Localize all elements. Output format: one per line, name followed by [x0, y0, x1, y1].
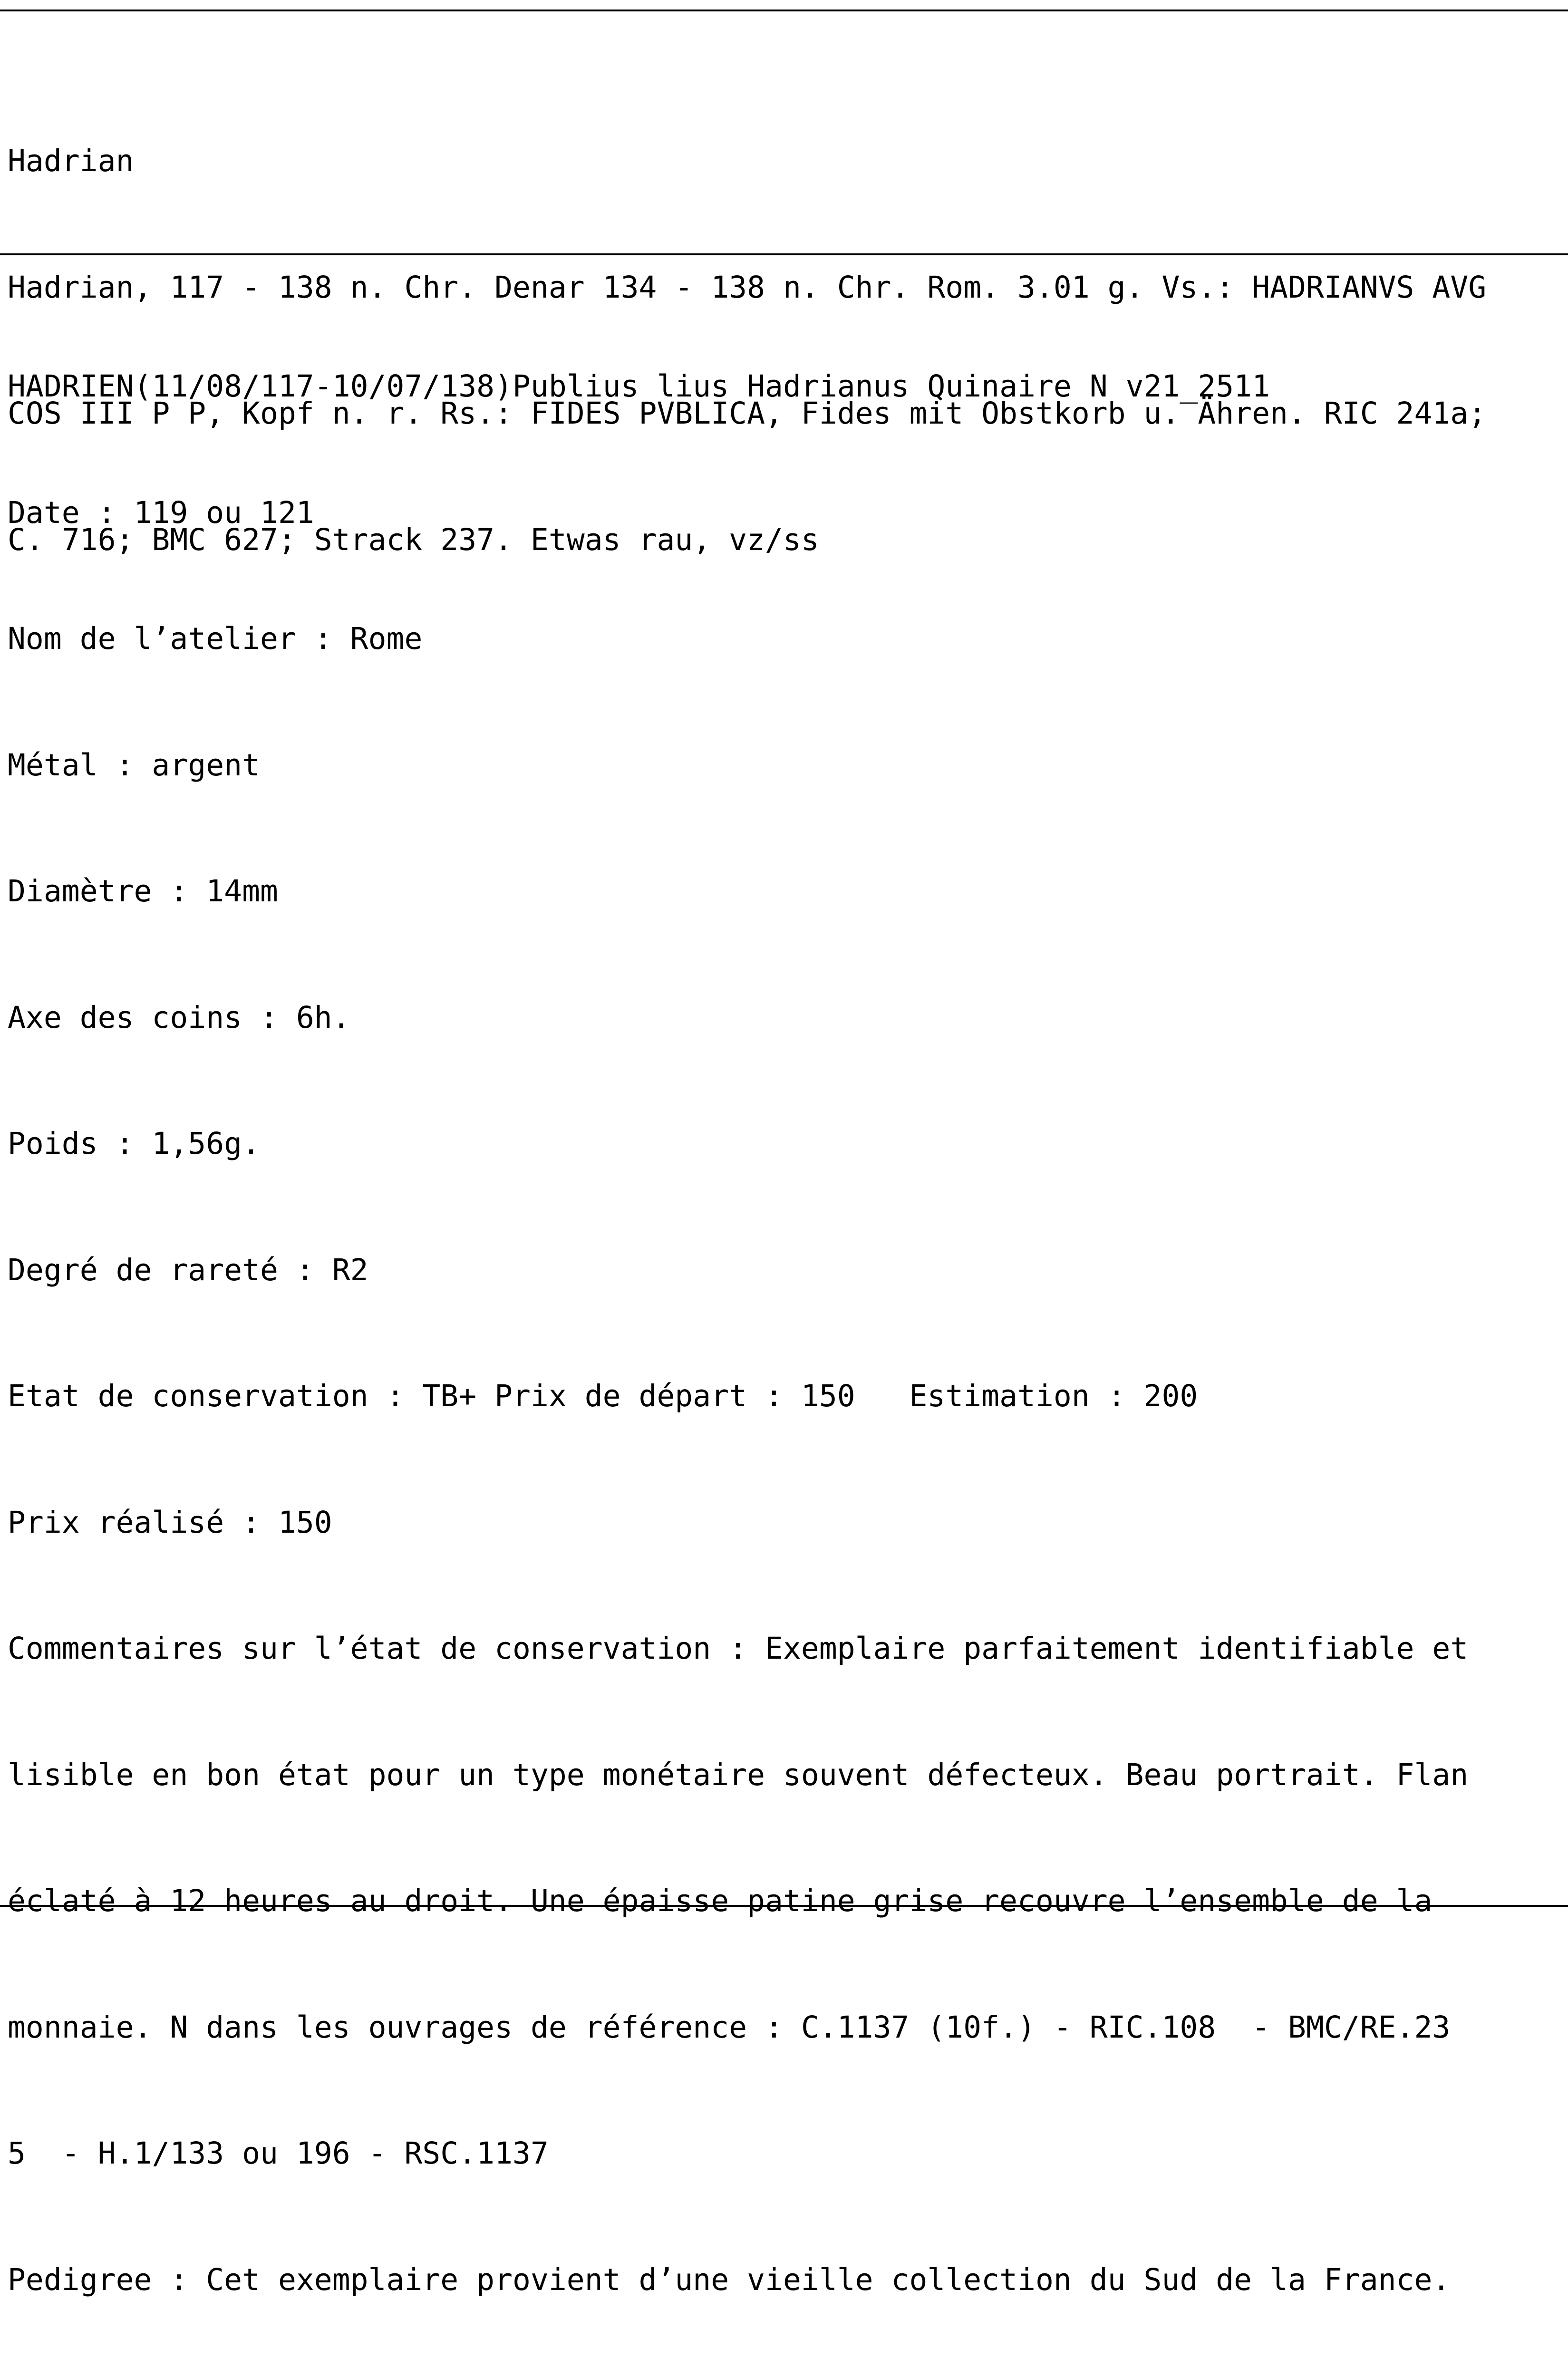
entry-text-line: Hadrian, 117 - 138 n. Chr. Denar 134 - 138 n. Chr. Rom. 3.01 g. Vs.: HADRIANVS AVG: [8, 270, 1487, 305]
entry-text-line: COS III P P, Kopf n. r. Rs.: FIDES PVBLICA, Fides mit Obstkorb u. Ähren. RIC 241a;: [8, 396, 1487, 431]
text-line: lisible en bon état pour un type monétaire souvent défecteux. Beau portrait. Flan: [8, 1757, 1469, 1792]
field-metal: Métal : argent: [8, 747, 261, 783]
bottom-divider: [0, 1905, 1568, 1907]
entry-title: Hadrian: [8, 144, 134, 178]
field-date: Date : 119 ou 121: [8, 495, 314, 530]
field-weight: Poids : 1,56g.: [8, 1126, 261, 1161]
middle-divider: [0, 253, 1568, 255]
entry-heading: HADRIEN(11/08/117-10/07/138)Publius lius Hadrianus Quinaire N v21_2511: [8, 369, 1270, 404]
entry-text-line: C. 716; BMC 627; Strack 237. Etwas rau, vz/ss: [8, 522, 819, 557]
field-rarity: Degré de rareté : R2: [8, 1252, 368, 1287]
field-pedigree: Pedigree : Cet exemplaire provient d’une vieille collection du Sud de la France.: [8, 2262, 1451, 2297]
text-line: 5 - H.1/133 ou 196 - RSC.1137: [8, 2136, 549, 2171]
entry-hadrien-quinaire: [8, 281, 1562, 2377]
field-die-axis: Axe des coins : 6h.: [8, 1000, 350, 1035]
field-condition-comments: Commentaires sur l’état de conservation : Exemplaire parfaitement identifiable et: [8, 1631, 1469, 1666]
field-condition-prices: Etat de conservation : TB+ Prix de départ : 150 Estimation : 200: [8, 1379, 1198, 1413]
text-line: monnaie. N dans les ouvrages de référence : C.1137 (10f.) - RIC.108 - BMC/RE.23: [8, 2010, 1451, 2045]
top-divider: [0, 10, 1568, 11]
field-mint: Nom de l’atelier : Rome: [8, 621, 423, 656]
field-diameter: Diamètre : 14mm: [8, 874, 278, 908]
field-price-realized: Prix réalisé : 150: [8, 1505, 332, 1540]
text-line: éclaté à 12 heures au droit. Une épaisse patine grise recouvre l’ensemble de la: [8, 1884, 1432, 1918]
